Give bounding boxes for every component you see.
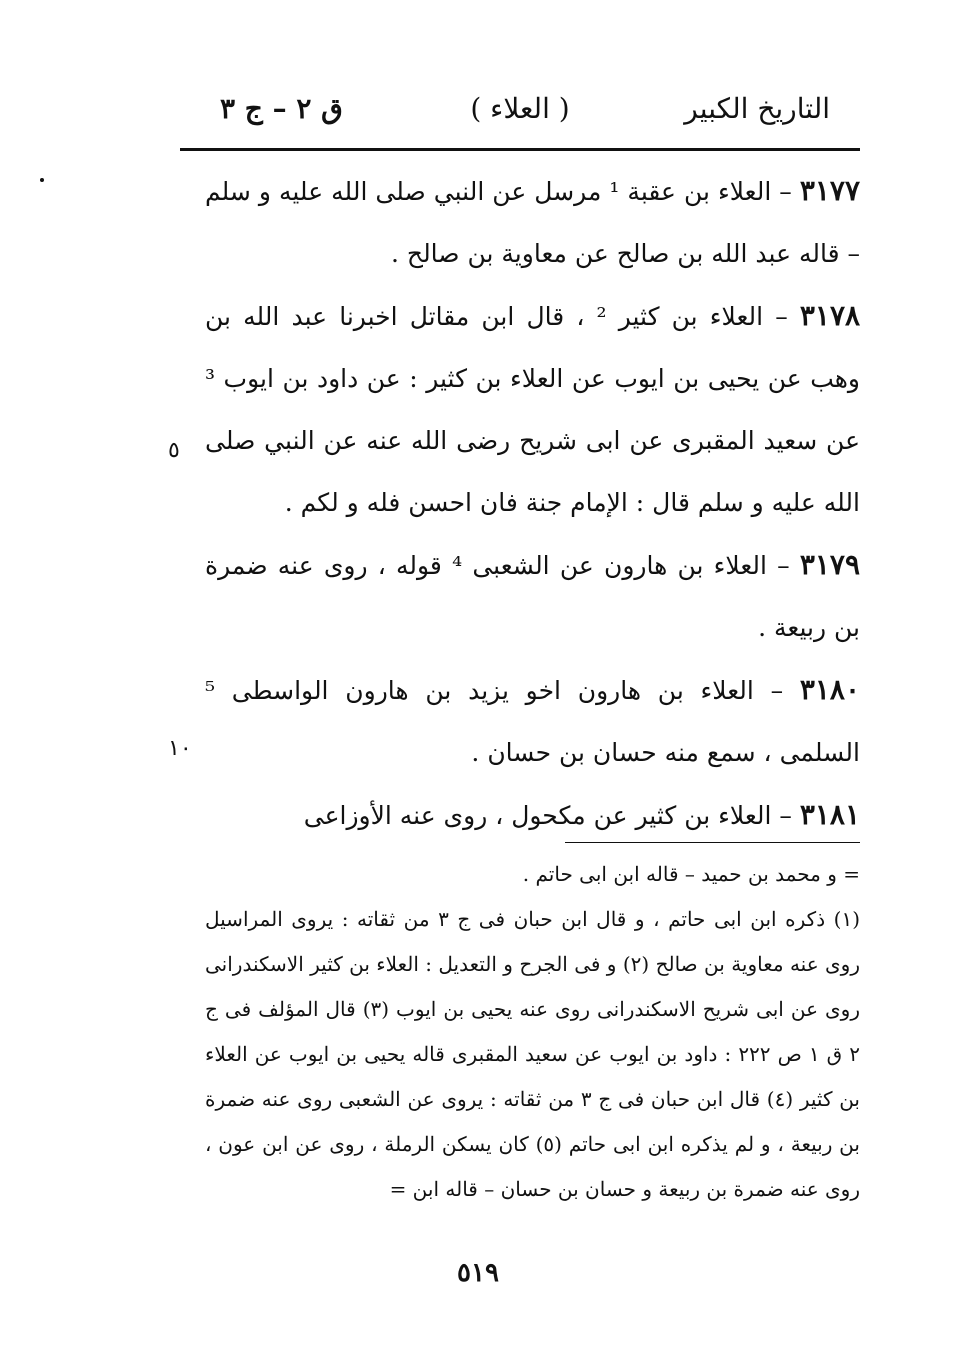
header-rule bbox=[180, 148, 860, 151]
main-text bbox=[205, 160, 860, 847]
book-title: التاريخ الكبير bbox=[684, 92, 830, 125]
entry-text: – العلاء بن هارون عن الشعبى ⁴ قوله ، روى عنه ضمرة بن ربيعة . bbox=[205, 551, 860, 642]
margin-mark bbox=[40, 178, 44, 182]
chapter-title: ( العلاء ) bbox=[470, 92, 570, 125]
footnote: = و محمد بن حميد – قاله ابن ابى حاتم . bbox=[522, 862, 860, 886]
entry bbox=[205, 160, 860, 285]
running-header bbox=[180, 92, 860, 136]
entry-text: – العلاء بن كثير ² ، قال ابن مقاتل اخبرنا عبد الله بن وهب عن يحيى بن ايوب عن العلاء بن كثير : عن داود بن ايوب ³ عن سعيد المقبرى عن ابى شريح رضى الله عنه عن النبي صلى الله عليه و سلم قال : الإمام جنة فان احسن فله و لكم . bbox=[205, 302, 860, 517]
entry bbox=[205, 784, 860, 847]
entry-text: – العلاء بن هارون اخو يزيد بن هارون الواسطى ⁵ السلمى ، سمع منه حسان بن حسان . bbox=[205, 676, 860, 767]
entry-number: ٣١٧٧ bbox=[799, 174, 860, 207]
entry-number: ٣١٨١ bbox=[799, 798, 860, 831]
volume-label: ق ٢ – ج ٣ bbox=[220, 92, 343, 125]
page-number: ٥١٩ bbox=[457, 1258, 499, 1288]
entry bbox=[205, 285, 860, 534]
line-number: ٥ bbox=[168, 438, 180, 463]
entry-number: ٣١٧٩ bbox=[799, 548, 860, 581]
entry-text: – العلاء بن كثير عن مكحول ، روى عنه الأوزاعى bbox=[303, 801, 800, 830]
entry-text: – العلاء بن عقبة ¹ مرسل عن النبي صلى الله عليه و سلم – قاله عبد الله بن صالح عن معاوية بن صالح . bbox=[205, 177, 860, 268]
entry-number: ٣١٨٠ bbox=[799, 673, 860, 706]
entry bbox=[205, 534, 860, 659]
footnote: (١) ذكره ابن ابى حاتم ، و قال ابن حبان فى ج ٣ من ثقاته : يروى المراسيل روى عنه معاوية بن صالح (٢) و فى الجرح و التعديل : العلاء بن كثير الاسكندرانى روى عن ابى شريح الاسكندرانى روى عنه يحيى بن ايوب (٣) قال المؤلف فى ج ٢ ق ١ ص ٢٢٢ : داود بن ايوب عن سعيد المقبرى قاله يحيى بن ايوب عن العلاء بن كثير (٤) قال ابن حبان فى ج ٣ من ثقاته : يروى عن الشعبى روى عنه ضمرة بن ربيعة ، و لم يذكره ابن ابى حاتم (٥) كان يسكن الرملة ، روى عن ابن عون ، روى عنه ضمرة بن ربيعة و حسان بن حسان – قاله ابن = bbox=[205, 907, 860, 1201]
entry-number: ٣١٧٨ bbox=[799, 299, 861, 332]
footnote-rule bbox=[565, 842, 860, 843]
footnotes bbox=[205, 852, 860, 1212]
entry bbox=[205, 659, 860, 784]
line-number: ١٠ bbox=[168, 736, 192, 761]
